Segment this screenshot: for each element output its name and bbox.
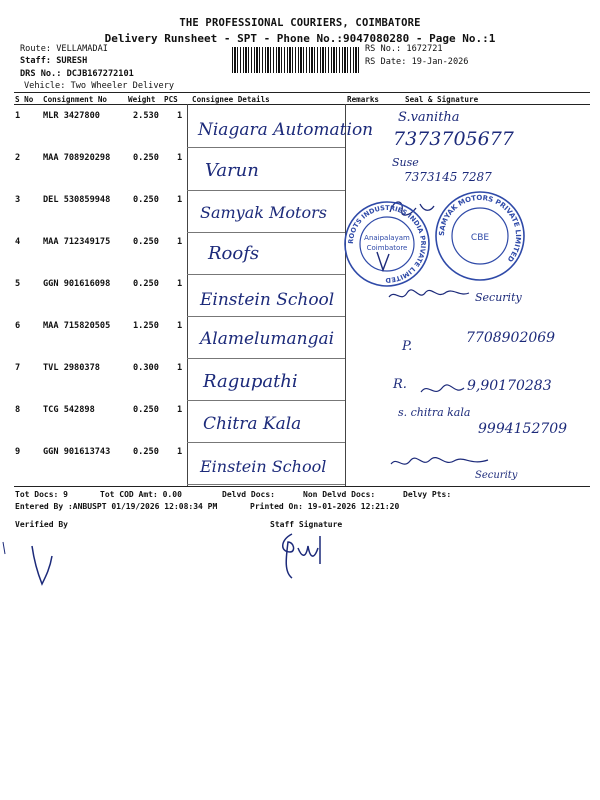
samyak-stamp-ring-text: SAMYAK MOTORS PRIVATE LIMITED (437, 193, 523, 264)
col-header-remarks: Remarks (347, 95, 380, 104)
col-header-consignment: Consignment No (43, 95, 108, 104)
handwritten-consignee: Einstein School (200, 457, 327, 476)
row-sno: 1 (15, 111, 21, 121)
handwritten-phone: 7373705677 (393, 128, 514, 150)
row-weight: 1.250 (133, 321, 159, 331)
handwritten-consignee: Einstein School (200, 290, 335, 310)
non-delivered-docs: Non Delvd Docs: (303, 490, 376, 499)
handwritten-consignee: Niagara Automation (198, 120, 374, 140)
header-bottom-rule (14, 104, 590, 105)
row-consignment: MLR 3427800 (43, 111, 100, 121)
row-rule (187, 442, 345, 443)
row-rule (187, 484, 345, 485)
samyak-company-stamp (434, 190, 526, 282)
handwritten-phone: 9,90170283 (467, 378, 552, 394)
row-pcs: 1 (177, 195, 183, 205)
row-pcs: 1 (177, 111, 183, 121)
handwritten-signature: Security (475, 470, 518, 481)
rs-number: RS No.: 1672721 (365, 44, 443, 54)
handwritten-consignee: Varun (205, 160, 259, 181)
row-consignment: MAA 715820505 (43, 321, 111, 331)
handwritten-signature: Suse (392, 156, 419, 169)
handwritten-signature: P. (402, 339, 413, 354)
handwritten-phone: 7373145 7287 (404, 170, 492, 184)
roots-stamp-center1: Anaipalayam (364, 234, 410, 242)
row-consignment: DEL 530859948 (43, 195, 111, 205)
row-sno: 3 (15, 195, 21, 205)
verified-by-label: Verified By (15, 520, 68, 529)
handwritten-signature: R. (393, 377, 407, 392)
row-rule (187, 147, 345, 148)
row-weight: 0.250 (133, 279, 159, 289)
row-weight: 0.250 (133, 153, 159, 163)
handwritten-consignee: Alamelumangai (200, 329, 335, 349)
handwritten-signature: Security (475, 291, 522, 304)
row-rule (187, 232, 345, 233)
handwritten-consignee: Ragupathi (203, 371, 298, 392)
barcode-image (232, 47, 360, 73)
company-title: THE PROFESSIONAL COURIERS, COIMBATORE (179, 17, 421, 29)
row-sno: 2 (15, 153, 21, 163)
staff-signature-label: Staff Signature (270, 520, 343, 529)
consignee-col-right-rule (345, 104, 346, 486)
row-weight: 0.250 (133, 447, 159, 457)
delivery-points: Delvy Pts: (403, 490, 452, 499)
total-docs: Tot Docs: 9 (15, 490, 68, 499)
row-consignment: TCG 542898 (43, 405, 95, 415)
handwritten-phone: 9994152709 (478, 421, 568, 437)
row-weight: 2.530 (133, 111, 159, 121)
rs-date: RS Date: 19-Jan-2026 (365, 57, 469, 67)
row-weight: 0.250 (133, 405, 159, 415)
roots-stamp-ring-text: ROOTS INDUSTRIES INDIA PRIVATE LIMITED (346, 203, 428, 285)
consignee-col-left-rule (187, 104, 188, 486)
handwritten-signature: s. chitra kala (398, 406, 471, 419)
footer-rule (14, 486, 590, 487)
row-sno: 8 (15, 405, 21, 415)
handwritten-consignee: Chitra Kala (203, 414, 302, 434)
col-header-consignee: Consignee Details (192, 95, 270, 104)
delivered-docs: Delvd Docs: (222, 490, 275, 499)
entered-by: Entered By :ANBUSPT 01/19/2026 12:08:34 PM (15, 502, 218, 511)
col-header-pcs: PCS (164, 95, 178, 104)
handwritten-phone: 7708902069 (466, 330, 556, 346)
handwritten-consignee: Samyak Motors (200, 203, 327, 222)
roots-stamp-center2: Coimbatore (366, 244, 408, 252)
drs-number: DRS No.: DCJB167272101 (20, 69, 134, 79)
staff-signature-scribble (272, 528, 332, 582)
row-pcs: 1 (177, 447, 183, 457)
row-sno: 4 (15, 237, 21, 247)
col-header-seal: Seal & Signature (405, 95, 479, 104)
runsheet-title: Delivery Runsheet - SPT - Phone No.:9047080280 - Page No.:1 (104, 32, 496, 45)
row-sno: 9 (15, 447, 21, 457)
row-pcs: 1 (177, 237, 183, 247)
row-rule (187, 190, 345, 191)
row-sno: 7 (15, 363, 21, 373)
scribble-signature (418, 380, 468, 400)
row-consignment: GGN 901613743 (43, 447, 111, 457)
row-rule (187, 274, 345, 275)
row-weight: 0.300 (133, 363, 159, 373)
row-rule (187, 316, 345, 317)
handwritten-consignee: Roofs (208, 243, 260, 264)
route-label: Route: VELLAMADAI (20, 44, 108, 54)
row-weight: 0.250 (133, 195, 159, 205)
row-pcs: 1 (177, 153, 183, 163)
printed-on: Printed On: 19-01-2026 12:21:20 (250, 502, 400, 511)
scribble-signature (388, 452, 498, 476)
col-header-sno: S No (15, 95, 34, 104)
vehicle-label: Vehicle: Two Wheeler Delivery (24, 81, 175, 91)
row-consignment: GGN 901616098 (43, 279, 111, 289)
row-sno: 6 (15, 321, 21, 331)
row-weight: 0.250 (133, 237, 159, 247)
total-cod-amount: Tot COD Amt: 0.00 (100, 490, 182, 499)
row-pcs: 1 (177, 405, 183, 415)
samyak-stamp-center: CBE (470, 233, 490, 243)
row-consignment: TVL 2980378 (43, 363, 100, 373)
row-pcs: 1 (177, 321, 183, 331)
row-pcs: 1 (177, 363, 183, 373)
handwritten-signature: S.vanitha (398, 110, 460, 125)
row-consignment: MAA 708920298 (43, 153, 111, 163)
roots-company-stamp (343, 200, 431, 288)
verification-tick-mark (28, 540, 68, 590)
staff-label: Staff: SURESH (20, 56, 88, 66)
row-rule (187, 400, 345, 401)
header-top-rule (14, 92, 590, 93)
row-sno: 5 (15, 279, 21, 289)
row-pcs: 1 (177, 279, 183, 289)
row-rule (187, 358, 345, 359)
ink-mark (0, 540, 10, 560)
row-consignment: MAA 712349175 (43, 237, 111, 247)
col-header-weight: Weight (128, 95, 156, 104)
